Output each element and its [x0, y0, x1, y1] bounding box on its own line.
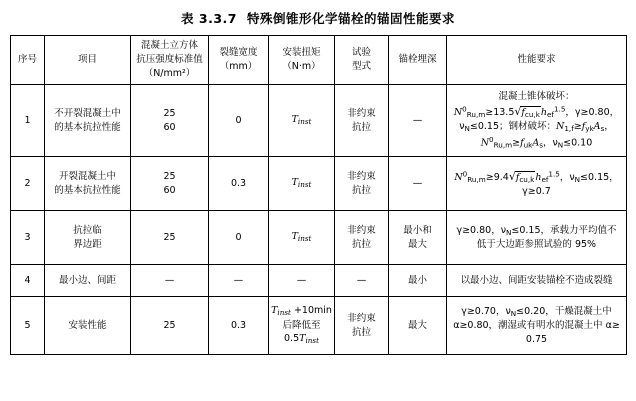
header-install-torque: 安装扭矩 （N·m） — [269, 36, 335, 85]
cell-performance: γ≥0.80，$\nu_N\le 0.15$，承载力平均值不 低于大边距参照试验的 95% — [447, 211, 627, 265]
cell-depth: 最小 — [389, 265, 447, 297]
cell-item: 不开裂混凝土中 的基本抗拉性能 — [45, 85, 131, 157]
cell-torque: $T_{inst} +10\min$ 后降低至 $0.5T_{inst}$ — [269, 297, 335, 355]
cell-strength: 25 60 — [131, 157, 209, 211]
cell-item: 开裂混凝土中 的基本抗拉性能 — [45, 157, 131, 211]
header-crack-width: 裂缝宽度 （mm） — [209, 36, 269, 85]
cell-depth: — — [389, 85, 447, 157]
cell-crack-width: 0.3 — [209, 157, 269, 211]
cell-torque: $T_{inst}$ — [269, 85, 335, 157]
cell-item: 最小边、间距 — [45, 265, 131, 297]
table-title — [10, 0, 626, 35]
cell-depth: 最小和 最大 — [389, 211, 447, 265]
cell-item: 安装性能 — [45, 297, 131, 355]
cell-strength: 25 — [131, 211, 209, 265]
header-item: 项目 — [45, 36, 131, 85]
cell-torque: $T_{inst}$ — [269, 157, 335, 211]
cell-seq: 1 — [11, 85, 45, 157]
cell-depth: 最大 — [389, 297, 447, 355]
table-row — [11, 157, 627, 211]
header-performance: 性能要求 — [447, 36, 627, 85]
cell-strength: 25 — [131, 297, 209, 355]
cell-performance: γ≥0.70，$\nu_N\le 0.20$，干燥混凝土中 α≥0.80，潮湿或有明水的混凝土中 α≥ 0.75 — [447, 297, 627, 355]
cell-crack-width: 0 — [209, 211, 269, 265]
cell-test-type: — — [335, 265, 389, 297]
cell-strength: — — [131, 265, 209, 297]
cell-depth: — — [389, 157, 447, 211]
cell-test-type: 非约束 抗拉 — [335, 85, 389, 157]
cell-seq: 4 — [11, 265, 45, 297]
cell-crack-width: 0 — [209, 85, 269, 157]
table-caption: 特殊倒锥形化学锚栓的锚固性能要求 — [246, 11, 455, 26]
cell-crack-width: — — [209, 265, 269, 297]
header-embedment-depth: 锚栓埋深 — [389, 36, 447, 85]
cell-torque: — — [269, 265, 335, 297]
cell-test-type: 非约束 抗拉 — [335, 157, 389, 211]
cell-test-type: 非约束 抗拉 — [335, 211, 389, 265]
header-test-type: 试验 型式 — [335, 36, 389, 85]
cell-performance: $N^0_{Ru,m}\ge 9.4√f_{cu,k}h_{ef}^{1.5}$，$\nu_N\le 0.15$， γ≥0.7 — [447, 157, 627, 211]
cell-seq: 5 — [11, 297, 45, 355]
header-seq: 序号 — [11, 36, 45, 85]
cell-seq: 3 — [11, 211, 45, 265]
cell-torque: $T_{inst}$ — [269, 211, 335, 265]
cell-seq: 2 — [11, 157, 45, 211]
table-number: 表 3.3.7 — [181, 11, 237, 26]
table-row — [11, 297, 627, 355]
table-row — [11, 85, 627, 157]
cell-strength: 25 60 — [131, 85, 209, 157]
table-row — [11, 265, 627, 297]
cell-performance: 混凝土锥体破坏： $N^0_{Ru,m}\ge 13.5√f_{cu,k}h_{ef}^{1.5}$，γ≥0.80， $\nu_N\le 0.15$；钢材破坏：$N_{1,f}\ge f_{yk}A_s$， $N^0_{Ru,m}\ge f_{uk}A_s$，$\nu_N\le 0.10$ — [447, 85, 627, 157]
anchor-performance-table — [10, 35, 627, 355]
cell-crack-width: 0.3 — [209, 297, 269, 355]
cell-test-type: 非约束 抗拉 — [335, 297, 389, 355]
cell-item: 抗拉临 界边距 — [45, 211, 131, 265]
header-concrete-strength: 混凝土立方体 抗压强度标准值 （N/mm²） — [131, 36, 209, 85]
cell-performance: 以最小边、间距安装锚栓不造成裂缝 — [447, 265, 627, 297]
table-header-row — [11, 36, 627, 85]
table-row — [11, 211, 627, 265]
